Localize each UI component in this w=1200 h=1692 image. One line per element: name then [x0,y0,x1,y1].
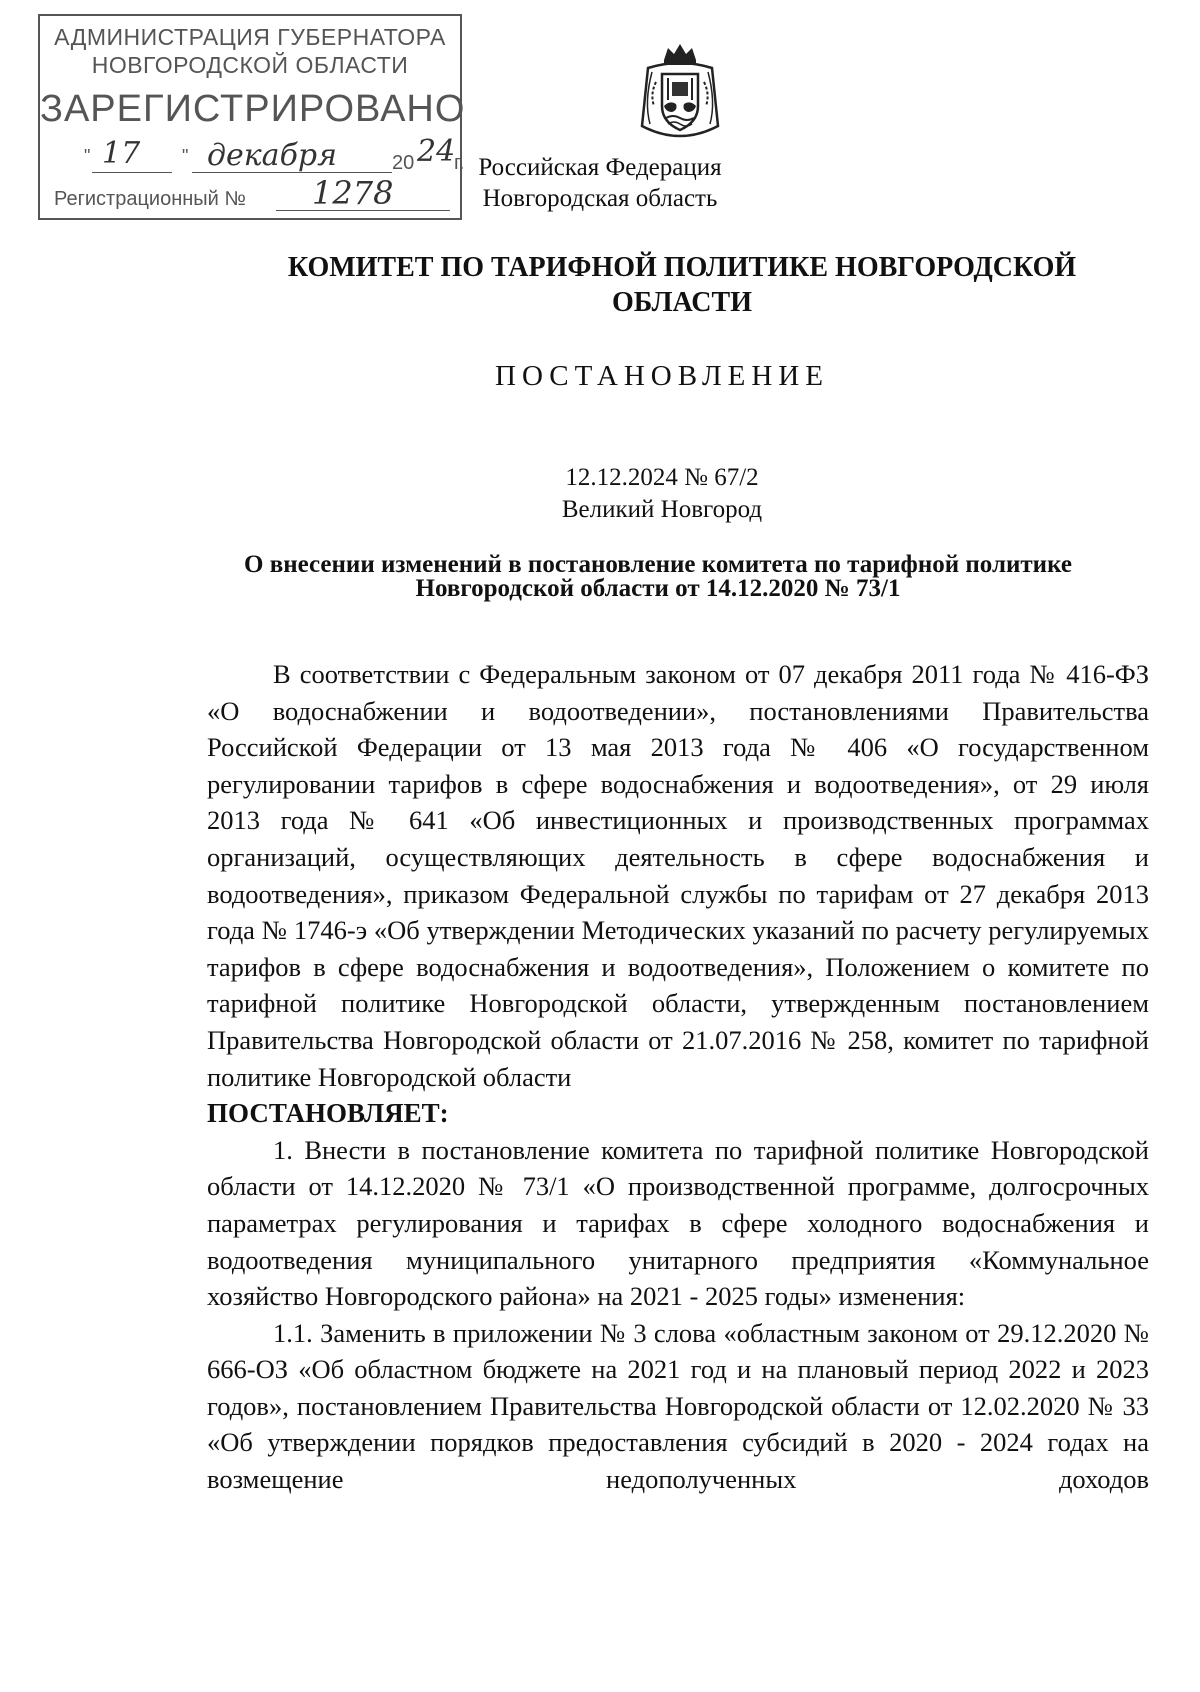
stamp-year-suffix: г. [454,152,465,174]
stamp-number-label: Регистрационный № [54,188,246,210]
stamp-number: 1278 [312,174,394,212]
stamp-registered: ЗАРЕГИСТРИРОВАНО [40,88,466,130]
committee-title-line-1: КОМИТЕТ ПО ТАРИФНОЙ ПОЛИТИКЕ НОВГОРОДСКОЙ [287,252,1077,283]
stamp-year: 24 [417,134,456,169]
document-body [207,656,1149,1498]
country-name: Российская Федерация [478,154,722,181]
stamp-line-1: АДМИНИСТРАЦИЯ ГУБЕРНАТОРА [54,24,446,50]
subject-line-1: О внесении изменений в постановление комитета по тарифной политике [244,551,1072,578]
region-name: Новгородская область [482,185,718,212]
subject-line-2: Новгородской области от 14.12.2020 № 73/1 [415,575,901,602]
city: Великий Новгород [561,496,763,523]
committee-title [82,250,1200,320]
document-meta [62,462,1200,526]
stamp-day: 17 [102,136,141,171]
stamp-month: декабря [207,138,337,173]
preamble-paragraph: В соответствии с Федеральным законом от 07 декабря 2011 года № 416-ФЗ «О водоснабжении и водоотведении», постановлениями Правительства Российской Федерации от 13 мая 2013 года № 406 «О государственном регулировании тарифов в сфере водоснабжения и водоотведения», от 29 июля 2013 года № 641 «Об инвестиционных и производственных программах организаций, осуществляющих деятельность в сфере водоснабжения и водоотведения», приказом Федеральной службы по тарифам от 27 декабря 2013 года № 1746-э «Об утверждении Методических указаний по расчету регулируемых тарифов в сфере водоснабжения и водоотведения», Положением о комитете по тарифной политике Новгородской области, утвержденным постановлением Правительства Новгородской области от 21.07.2016 № 258, комитет по тарифной политике Новгородской области [207,659,1149,1092]
item-1-paragraph: 1. Внести в постановление комитета по тарифной политике Новгородской области от 14.12.2020 № 73/1 «О производственной программе, долгосрочных параметрах регулирования и тарифах в сфере холодного водоснабжения и водоотведения муниципального унитарного предприятия «Коммунальное хозяйство Новгородского района» на 2021 - 2025 годы» изменения: [207,1134,1149,1312]
country-block [250,152,950,214]
committee-title-line-2: ОБЛАСТИ [612,287,752,318]
stamp-line-2: НОВГОРОДСКОЙ ОБЛАСТИ [91,52,409,78]
resolves-heading: ПОСТАНОВЛЯЕТ: [207,1098,449,1129]
novgorod-coat-of-arms-icon [630,42,730,146]
stamp-date-row: " 17 " декабря 20 24 г. [84,134,465,174]
date-number: 12.12.2024 № 67/2 [565,464,759,491]
stamp-year-prefix: 20 [392,152,415,174]
document-kind: ПОСТАНОВЛЕНИЕ [495,360,829,392]
document-subject [58,553,1200,601]
item-1-1-paragraph: 1.1. Заменить в приложении № 3 слова «областным законом от 29.12.2020 № 666-ОЗ «Об областном бюджете на 2021 год и на плановый период 2022 и 2023 годов», постановлением Правительства Новгородской области от 12.02.2020 № 33 «Об утверждении порядков предоставления субсидий в 2020 - 2024 годах на возмещение недополученных доходов [207,1317,1149,1495]
